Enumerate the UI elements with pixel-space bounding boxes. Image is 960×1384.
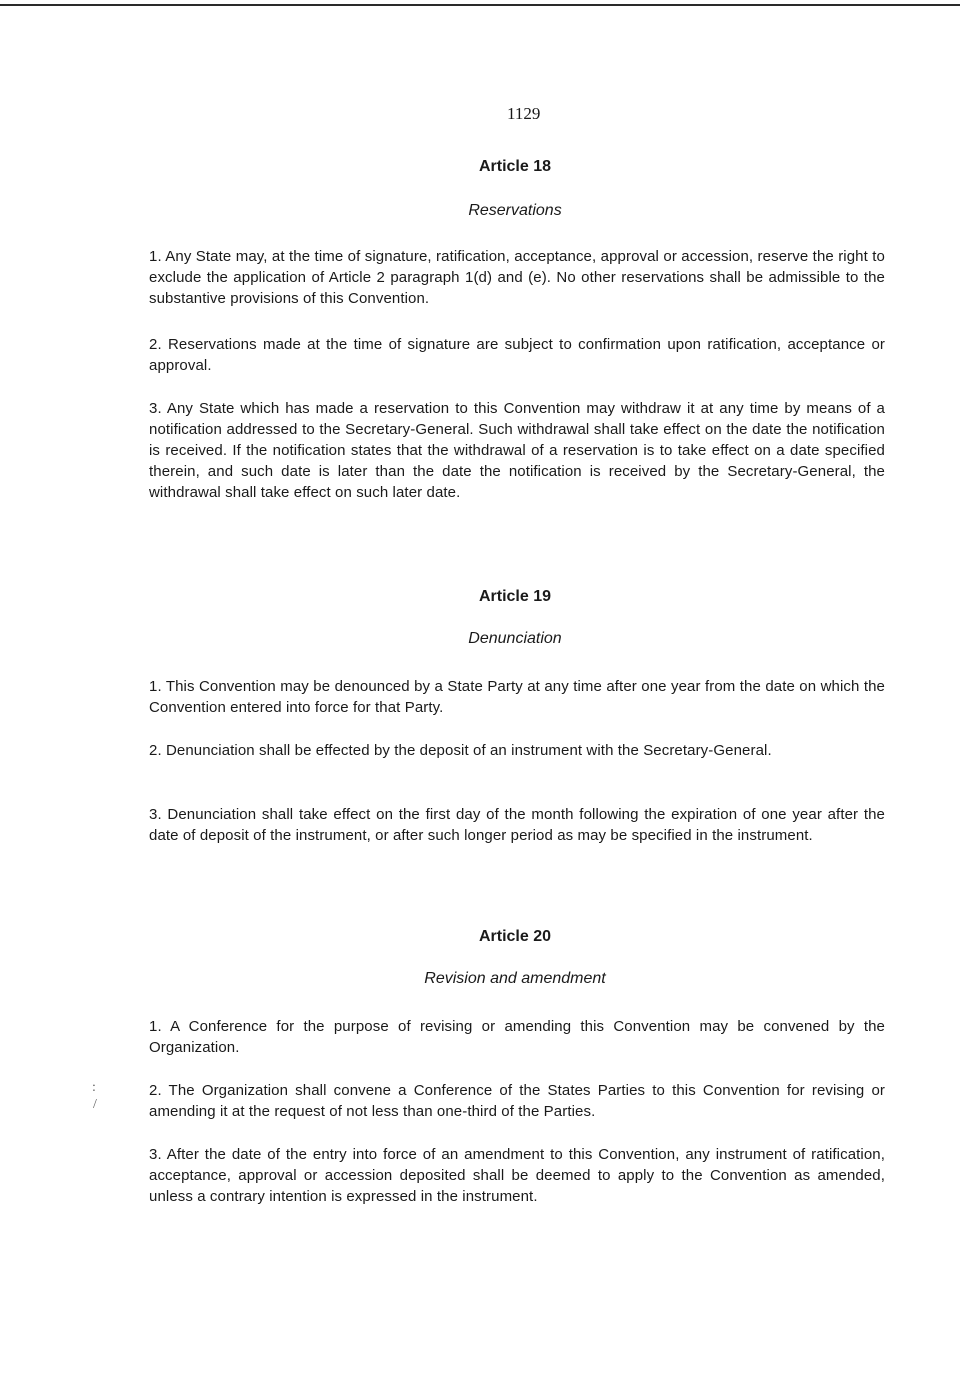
margin-scan-mark-lower: / [93, 1097, 97, 1112]
article-20-paragraph-2: 2. The Organization shall convene a Conference of the States Parties to this Convention for revising or amending it at the request of not less than one-third of the Parties. [149, 1082, 885, 1120]
article-19-title: Article 19 [478, 588, 552, 605]
article-20-title: Article 20 [478, 928, 552, 945]
article-18-paragraph-3: 3. Any State which has made a reservation to this Convention may withdraw it at any time by means of a notification addressed to the Secretary-General. Such withdrawal shall take effect on the date the notification is received. If the notification states that the withdrawal of a reservation is to take effect on a date specified therein, and such date is later than the date the notification is received by the Secretary-General, the withdrawal shall take effect on such later date. [149, 400, 885, 501]
article-18-title: Article 18 [478, 158, 552, 175]
article-18-subtitle: Reservations [468, 202, 562, 219]
article-20-paragraph-3: 3. After the date of the entry into force of an amendment to this Convention, any instrument of ratification, acceptance, approval or accession deposited shall be deemed to apply to the Convention as amended, unless a contrary intention is expressed in the instrument. [149, 1146, 885, 1205]
article-18-paragraph-2: 2. Reservations made at the time of signature are subject to confirmation upon ratification, acceptance or approval. [149, 336, 885, 374]
article-18-paragraph-1: 1. Any State may, at the time of signature, ratification, acceptance, approval or accession, reserve the right to exclude the application of Article 2 paragraph 1(d) and (e). No other reservations shall be admissible to the substantive provisions of this Convention. [149, 248, 885, 307]
article-19-paragraph-2: 2. Denunciation shall be effected by the deposit of an instrument with the Secretary-General. [149, 742, 772, 759]
article-19-paragraph-1: 1. This Convention may be denounced by a State Party at any time after one year from the date on which the Convention entered into force for that Party. [149, 678, 885, 716]
margin-scan-mark: : [92, 1080, 96, 1095]
article-19-subtitle: Denunciation [468, 630, 562, 647]
top-border-rule [0, 4, 960, 6]
article-19-paragraph-3: 3. Denunciation shall take effect on the first day of the month following the expiration of one year after the date of deposit of the instrument, or after such longer period as may be specified in the instrument. [149, 806, 885, 844]
article-20-subtitle: Revision and amendment [424, 970, 606, 987]
page-number: 1129 [507, 104, 541, 123]
article-20-paragraph-1: 1. A Conference for the purpose of revising or amending this Convention may be convened by the Organization. [149, 1018, 885, 1056]
